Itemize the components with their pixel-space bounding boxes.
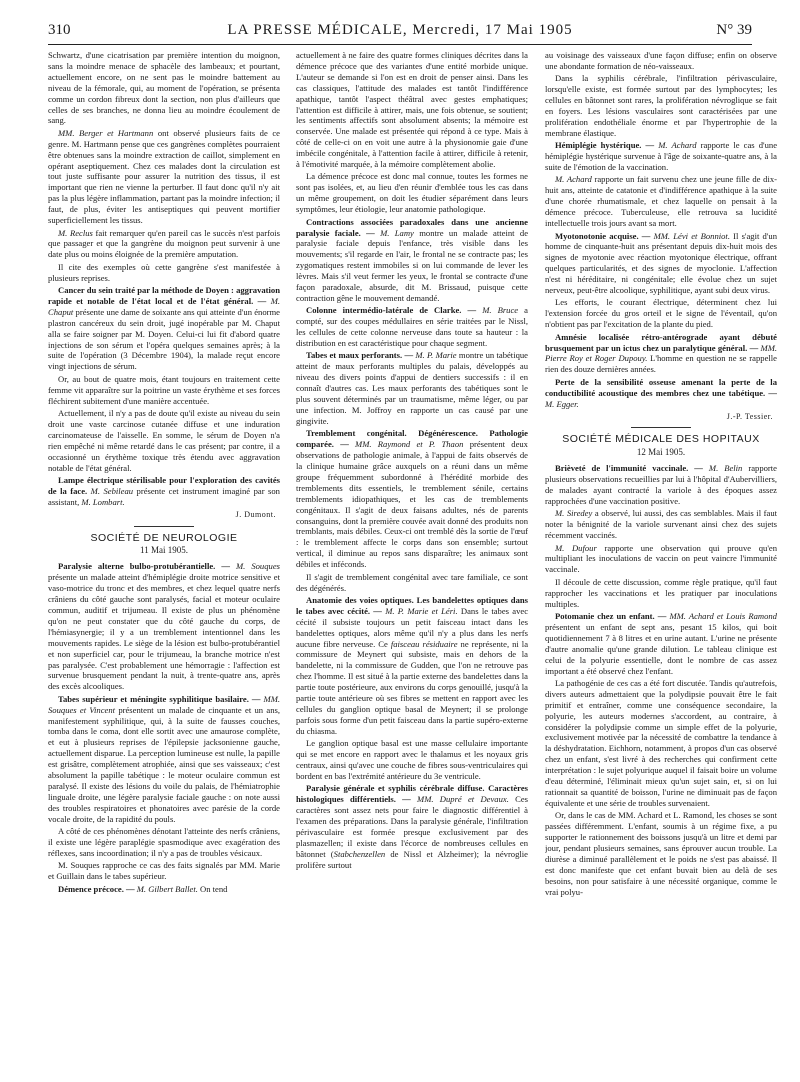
paragraph-text: fait remarquer qu'en pareil cas le succès n'est parfois que passager et que la gangrène du moignon peut survenir à une date plus ou moins éloignée de la première amputation. (48, 227, 280, 260)
paragraph (48, 128, 280, 226)
article-entry (296, 217, 528, 304)
author-name: MM. Dupré et Devaux. (417, 794, 509, 805)
paragraph-text: présente un malade atteint d'hémiplégie droite motrice sensitive et vaso-motrice du tronc et des membres, et chez lequel quatre nerfs crâniens du côté gauche sont paralysés, facial et moteur oculaire commun, auditif et trijumeau. Il existe de plus un phénomène qu'on ne peut constater que du côté gauche du corps, de l'hémiasynergie; il y a un tremblement intentionnel dans les mouvements rapides. Le siège de la lésion est bulbo-protubérantiel et non superficiel car, pour le trijumeau, la branche motrice n'est pas paralysée. C'est probablement une hémorragie : l'affection est survenue brusquement pendant la nuit, à trente-quatre ans, après des excès alcooliques. (48, 572, 280, 692)
paragraph-text: présentent deux observations de pathologie animale, à l'appui de faits observés de la clinique humaine grâce auxquels on a réuni dans un même groupe fréquemment subordonné à l'hérédité morbide des tremblements dits essentiels, le tremblement sénile, certains tremblements idiopathiques, et les cas de tremblements congénitaux. Il s'agit de deux faisans adultes, nés de parents consanguins, dont la première couvée avait donné des produits non tremblants, mais débiles. Ceux-ci ont tremblé dès la sortie de l'œuf : le tremblement affecte le corps dans son ensemble; surtout vertical, il diminue au repos sans disparaître; les animaux sont débiles et inféconds. (296, 439, 528, 570)
paragraph-text: ne représente, ni la commissure de Meynert qui subsiste, mais en dehors de la bandelette, ni la commissure de Gudden, que l'on ne retrouve pas chez l'homme. Il est situé à la partie externe des bandelettes dans la partie toute postérieure, aux environs du corps genouillé, jusqu'à la partie toute antérieure où ses fibres se mettent en rapport avec les cellules du ganglion optique basal de Meynert; il se prolonge parfois sous forme d'un petit faisceau dans la partie supéro-externe du chiasma. (296, 638, 528, 736)
article-entry (48, 475, 280, 508)
paragraph-text: L'homme en question ne se rappelle rien des douze dernières années. (545, 353, 777, 375)
paragraph-text: rapporte un fait survenu chez une jeune fille de dix-huit ans, atteinte de catatonie et d'indifférence apathique à la suite d'une chorée rhumatismale, et chez laquelle on pensait à la démence précoce. Tuberculeuse, elle retrouva sa lucidité intellectuelle trois jours avant sa mort. (545, 174, 777, 229)
paragraph (48, 228, 280, 261)
italic-term: Stabchenzellen (333, 848, 386, 859)
author-name: M. Bruce (482, 305, 519, 316)
author-name: M. P. Marie et Léri. (385, 605, 458, 616)
page-header (48, 18, 752, 45)
author-name: M. Achard (555, 174, 592, 185)
section-date: 12 Mai 1905. (636, 447, 686, 458)
article-entry (296, 305, 528, 349)
author-name: M. Chaput (48, 295, 280, 317)
paragraph: Actuellement, il n'y a pas de doute qu'il existe au niveau du sein droit une vaste carcinose cutanée diffuse et une induration carcinomateuse de l'aisselle. En somme, le sérum de Doyen n'a rien empêché ni même retardé dans le cas présent; par contre, il a occasionné un érythème toxique très étendu avec aggravation notable de l'état général. (48, 408, 280, 473)
column-2 (296, 50, 528, 1076)
paragraph: Or, dans le cas de MM. Achard et L. Ramond, les choses se sont passées différemment. L'enfant, soumis à un régime fixe, a pu supporter le rationnement des boissons jusqu'à un litre et demi par jour, pendant plusieurs semaines, sans éprouver aucun trouble. La diurèse a diminué parallèlement et le poids ne s'est pas abaissé. Il est donc manifeste que cet enfant buvait bien au delà de ses besoins, non pour satisfaire à une nécessité organique, comme le vrai polyu- (545, 810, 777, 897)
article-heading: Myotonotonie acquise. — (555, 230, 654, 241)
paragraph-text: présente une dame de soixante ans qui atteinte d'un énorme plastron cancéreux du sein droit, jugé inopérable par M. Chaput alla se faire soigner par M. Doyen. Celui-ci lui fit d'abord quatre injections de son sérum et l'opéra quelques semaines après; à la suite de l'opération (3 Décembre 1904), la malade reçut encore vingt injections de sérum. (48, 306, 280, 372)
journal-title: LA PRESSE MÉDICALE, Mercredi, 17 Mai 1905 (227, 22, 573, 38)
article-entry (545, 463, 777, 507)
author-name: M. Reclus (58, 227, 93, 238)
paragraph: Il cite des exemples où cette gangrène s'est manifestée à plusieurs reprises. (48, 261, 280, 283)
paragraph: La pathogénie de ces cas a été fort discutée. Tandis qu'autrefois, divers auteurs admettaient que la polydipsie pouvait être le fait primitif et entraîner, comme une conséquence secondaire, la polyurie, les auteurs modernes s'accordent, au contraire, à considérer la polydipsie comme un simple effet de la polyurie, exclusivement motivée par la nécessité de combattre la tendance à la déshydratation. Eichhorn, notamment, à propos d'un cas observé chez un enfant, s'est livré à des recherches qui confirment cette interprétation : le sujet polyurique auquel il faisait boire un volume d'eau déterminé, l'éliminait mieux qu'un sujet sain, et, si on lui rationnait sa quantité de boisson, l'urine ne diminuait pas de façon équivalente et une série de troubles survenaient. (545, 677, 777, 808)
paragraph: Schwartz, d'une cicatrisation par première intention du moignon, sans la moindre menace de sphacèle des lambeaux; et pourtant, actuellement encore, on ne sent pas le moindre battement au niveau de la fémorale, qui, au moment de l'opération, se présenta comme un cordon fibreux dont la section, non plus d'ailleurs que celles de ses branches, ne donna lieu au moindre écoulement de sang. (48, 50, 280, 126)
section-heading: SOCIÉTÉ MÉDICALE DES HOPITAUX (562, 433, 760, 446)
section-heading: SOCIÉTÉ DE NEUROLOGIE (90, 531, 238, 544)
article-heading: Brièveté de l'immunité vaccinale. — (555, 463, 709, 474)
paragraph: Or, au bout de quatre mois, étant toujours en traitement cette femme vit apparaître sur la poitrine un vaste érythème et ses forces fléchirent subitement d'une manière accentuée. (48, 373, 280, 406)
article-heading: Cancer du sein traité par la méthode de Doyen : aggravation rapide et notable de l'état local et de l'état général. — (48, 285, 280, 306)
paragraph-text: Il s'agit d'un homme de cinquante-huit ans présentant depuis dix-huit mois des signes de myotonie avec réaction myotonique électrique, offrant quelques particularités, et des signes de myoclonie. L'affection n'est ni héréditaire, ni congénitale; elle évolue chez un sujet nerveux, peut-être alcoolique, syphilitique, ayant subi deux virus. (545, 230, 777, 296)
article-heading: Paralysie générale et syphilis cérébrale diffuse. Caractères histologiques différentiels. — (296, 783, 528, 805)
article-entry (48, 285, 280, 372)
paragraph-text: ont observé plusieurs faits de ce genre. M. Hartmann pense que ces gangrènes complètes pourraient être obtenues sans la moindre extraction de caillot, simplement en opérant aseptiquement. Chez ces malades dont la circulation est tout juste suffisante pour assurer la nutrition des tissus, il est important que rien ne vienne la perturber. Il faut donc qu'il n'y ait pas la plus légère inflammation, partant pas la moindre infection; il faut, de plus, éviter les antiseptiques qui peuvent mortifier superficiellement les tissus. (48, 127, 280, 226)
paragraph (545, 174, 777, 229)
article-entry (545, 611, 777, 676)
article-heading: Potomanie chez un enfant. — (555, 611, 670, 621)
article-entry (48, 884, 280, 895)
divider (631, 427, 691, 428)
paragraph-text: a compté, sur des coupes médullaires en série traitées par le Nissl, les cellules de cette colonne nerveuse dans toute sa hauteur : la distribution en est caractéristique pour chaque segment. (296, 305, 528, 349)
italic-term: faisceau résiduaire (390, 638, 458, 649)
column-1 (48, 50, 280, 1076)
author-name: M. Sebileau (90, 485, 134, 496)
article-heading: Lampe électrique stérilisable pour l'exploration des cavités de la face. (48, 474, 280, 496)
paragraph: A côté de ces phénomènes dénotant l'atteinte des nerfs crâniens, il existe une légère paraplégie spasmodique avec exagération des réflexes, sans incoordination; il n'y a pas de troubles vésicaux. (48, 826, 280, 858)
author-name: MM. Berger et Hartmann (58, 127, 154, 138)
article-heading: Hémiplégie hystérique. — (555, 140, 659, 151)
paragraph (545, 508, 777, 541)
author-name: M. Siredey (555, 508, 593, 519)
author-name: M. Belin (708, 463, 743, 474)
author-name: MM. Pierre Roy et Roger Dupouy. (545, 342, 777, 364)
paragraph-text: de Nissl et Alzheimer); la névroglie prolifère surtout (296, 848, 528, 870)
paragraph-text: rapporte plusieurs observations recueillies par lui à l'hôpital d'Aubervilliers, de malades ayant contracté la variole à des époques assez rapprochées d'une vaccination positive. (545, 463, 777, 506)
paragraph-text: On tend (197, 883, 228, 894)
author-name: M. Achard (658, 140, 697, 151)
author-name: MM. Lévi et Bonniot. (653, 230, 730, 241)
paragraph: Les efforts, le courant électrique, déterminent chez lui l'extension forcée du gros orteil et le signe de l'éventail, qu'on n'obtient pas par l'excitation de la plante du pied. (545, 297, 777, 330)
paragraph: La démence précoce est donc mal connue, toutes les formes ne sont pas isolées, et, au lieu d'en réunir d'emblée tous les cas dans un même groupement, on doit les étudier séparément dans leurs symptômes, leur étiologie, leur anatomie pathologique. (296, 171, 528, 215)
paragraph-text: rapporte le cas d'une hémiplégie hystérique survenue à l'âge de soixante-quatre ans, à la suite de l'émotion de la vaccination. (545, 140, 777, 173)
page-number: 310 (48, 22, 71, 38)
column-3 (545, 50, 777, 1076)
article-entry (296, 595, 528, 737)
author-name: MM. Achard et Louis Ramond (669, 611, 777, 621)
divider (134, 526, 194, 527)
issue-number: N° 39 (716, 22, 752, 38)
article-heading: Tabes et maux perforants. — (306, 350, 416, 361)
article-heading: Colonne intermédio-latérale de Clarke. — (306, 305, 483, 316)
article-entry (545, 140, 777, 173)
paragraph: Il s'agit de tremblement congénital avec tare familiale, ce sont des dégénérés. (296, 571, 528, 593)
section-date: 11 Mai 1905. (140, 545, 188, 556)
author-name: M. Lombart. (81, 496, 125, 507)
article-entry (545, 231, 777, 296)
article-heading: Démence précoce. — (58, 883, 137, 894)
article-heading: Paralysie alterne bulbo-protubérantielle. — (58, 561, 236, 572)
signature: J. Dumont. (235, 509, 276, 519)
article-entry (296, 350, 528, 426)
paragraph-text: montre un malade atteint de paralysie faciale depuis l'enfance, très visible dans les mouvements; s'il regarde en l'air, le frontal ne se contracte pas; les zygomatiques restent immobiles si on lui commande de lever les lèvres. Mais s'il veut fermer les yeux, le frontal se contracte d'une façon paradoxale, absurde, dit M. Brissaud, puisque cette contraction gêne le mouvement demandé. (296, 227, 528, 303)
paragraph: actuellement à ne faire des quatre formes cliniques décrites dans la démence précoce que des variantes d'une entité morbide unique. L'auteur se demande si l'on est en droit de penser ainsi. Dans les cas classiques, l'attitude des malades est tantôt l'indifférence apathique, tantôt l'aspect théâtral avec gestes emphatiques; l'attention est difficile à attirer, mais, une fois obtenue, se soutient; les sentiments affectifs sont absolument absents; la mémoire est conservée. Une malade est présentée qui répond à ce type. Mais à côté de celle-ci on en voit une autre à la physionomie gaie d'une imbécile congénitale, à l'attention facile à attirer, difficile à retenir, à l'émotivité marquée, à la mémoire complètement abolie. (296, 50, 528, 170)
article-entry (296, 783, 528, 870)
author-name: MM. Souques et Vincent (48, 693, 280, 715)
paragraph (545, 543, 777, 576)
signature: J.-P. Tessier. (726, 411, 773, 421)
paragraph-text: présentent un malade de cinquante et un ans, manifestement syphilitique, qui, à la suite de fausses couches, tomba dans le coma, dont elle sortit avec une amaurose complète, et eut à plusieurs reprises de l'épilepsie jacksonienne gauche, actuellement disparue. La perception lumineuse est nulle, la papille est grisâtre, complètement atrophiée, ainsi que ses vaisseaux; c'est absolument la papille tabétique : le moteur oculaire commun est paralysé. Il existe des lésions du voile du palais, de l'hémiatrophie linguale droite, une légère paralysie faciale gauche : on note aussi des troubles respiratoires et phonatoires avec parésie de la corde vocale droite, de la rapidité du pouls. (48, 704, 280, 824)
author-name: M. P. Marie (415, 350, 457, 361)
article-entry (48, 561, 280, 692)
paragraph-text: présente cet instrument imaginé par son assistant, (48, 485, 280, 507)
article-entry (545, 332, 777, 376)
article-heading: Perte de la sensibilité osseuse amenant la perte de la conductibilité acoustique des membres chez une tabétique. — (545, 376, 777, 398)
paragraph-text: a observé, lui aussi, des cas semblables. Mais il faut noter la bénignité de la variole survenant ainsi chez des sujets récemment vaccinés. (545, 508, 777, 541)
paragraph: Il découle de cette discussion, comme règle pratique, qu'il faut rapprocher les vaccinations et les pratiquer par inoculations multiples. (545, 576, 777, 609)
article-heading: Contractions associées paradoxales dans une ancienne paralysie faciale. — (296, 216, 528, 238)
author-name: M. Egger. (545, 398, 579, 409)
article-heading: Amnésie localisée rétro-antérograde ayant débuté brusquement par un ictus chez un paralytique général. — (545, 331, 777, 353)
article-entry (48, 694, 280, 825)
paragraph: Dans la syphilis cérébrale, l'infiltration périvasculaire, lorsqu'elle existe, est formée surtout par des lymphocytes; les cellules en bâtonnet sont rares, la prolifération névroglique se fait en foyers. Les lésions vasculaires sont caractérisées par une prolifération endothéliale énorme et par l'hypertrophie de la membrane élastique. (545, 73, 777, 138)
author-name: M. Lamy (380, 227, 414, 238)
paragraph: Le ganglion optique basal est une masse cellulaire importante qui se met encore en rapport avec le thalamus et les noyaux gris centraux, ainsi qu'avec une couche de fibres sous-ventriculaires qui bordent en bas l'extrémité antérieure du 3e ventricule. (296, 738, 528, 781)
article-heading: Tabes supérieur et méningite syphilitique basilaire. — (58, 693, 264, 704)
paragraph-text: montre un tabétique atteint de maux perforants multiples du palais, développés au niveau des divers points d'appui de dentiers successifs : il en connaît d'autres cas. Les maux perforants des tabétiques sont le plus souvent déterminés par un traumatisme, même léger, ou par une infection. M. Joffroy en rapporte un cas causé par une gingivite. (296, 350, 528, 426)
author-name: M. Gilbert Ballet. (136, 883, 198, 894)
paragraph-text: rapporte une observation qui prouve qu'en multipliant les inoculations de vaccin on peut vaincre l'immunité vaccinale. (545, 542, 777, 575)
paragraph-text: Dans le tabes avec cécité il subsiste toujours un petit faisceau intact dans les bandelettes optiques, alors même qu'il n'y a plus dans les nerfs aucune fibre nerveuse. Ce (296, 605, 528, 649)
paragraph-text: présentent un enfant de sept ans, pesant 15 kilos, qui boit quotidiennement 7 à 8 litres et en urine autant. L'urine ne présente d'autre anomalie qu'une grande dilution. Le tableau clinique est celui de la polyurie essentielle, dont le nombre de cas assez important a été observé chez l'enfant. (545, 621, 777, 676)
author-name: M. Dufour (555, 542, 597, 553)
paragraph: M. Souques rapproche ce cas des faits signalés par MM. Marie et Guillain dans le tabes supérieur. (48, 860, 280, 882)
author-name: M. Souques (235, 561, 280, 572)
author-name: MM. Raymond et P. Thaon (355, 439, 464, 450)
article-entry (545, 377, 777, 410)
article-entry (296, 428, 528, 570)
paragraph-text: Ces caractères sont assez nets pour faire le diagnostic différentiel à l'examen des préparations. Dans la paralysie générale, l'infiltration périvasculaire est formée presque exclusivement par des plasmazellen; il existe dans l'écorce de nombreuses cellules en bâtonnet ( (296, 794, 528, 859)
paragraph: au voisinage des vaisseaux d'une façon diffuse; enfin on observe une abondante formation de néo-vaisseaux. (545, 50, 777, 71)
article-heading: Anatomie des voies optiques. Les bandelettes optiques dans le tabes avec cécité. — (296, 594, 528, 616)
article-heading: Tremblement congénital. Dégénérescence. Pathologie comparée. — (296, 428, 528, 450)
